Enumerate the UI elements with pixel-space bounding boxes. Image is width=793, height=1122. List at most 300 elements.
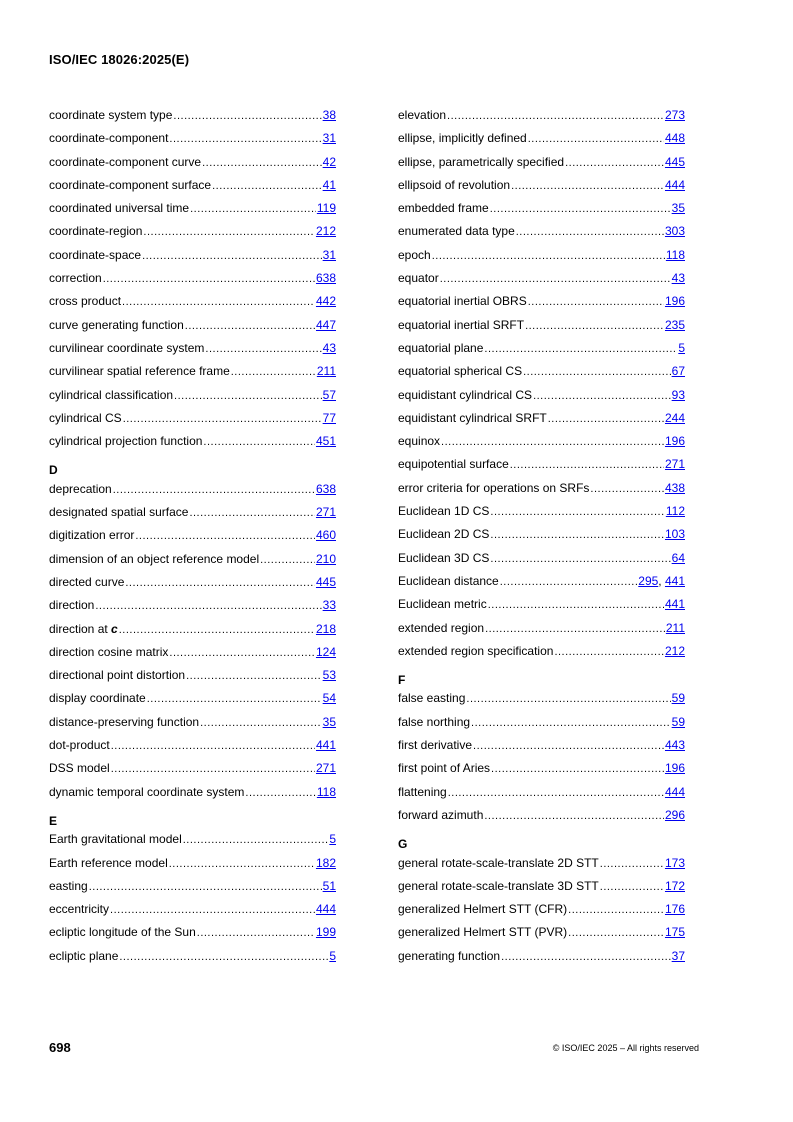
page-link[interactable]: 441 [664,573,685,588]
page-link[interactable]: 118 [665,247,685,262]
page-link[interactable]: 93 [671,387,685,402]
dot-leader [565,155,664,169]
page-references [665,597,685,611]
page-references [323,388,336,402]
page-references [672,364,685,378]
dot-leader [169,856,315,870]
page-references [316,856,336,870]
page-link[interactable]: 442 [315,294,336,309]
index-entry [49,879,336,902]
page-link[interactable]: 77 [322,410,336,425]
index-term: deprecation [49,481,112,496]
page-references [665,527,685,541]
dot-leader [568,902,664,916]
index-entry [49,434,336,457]
copyright-notice: © ISO/IEC 2025 – All rights reserved [552,1043,699,1053]
dot-leader [111,738,315,752]
page-references [317,785,336,799]
index-entry [398,808,685,831]
dot-leader [491,761,664,775]
dot-leader [516,224,664,238]
index-term: equatorial inertial OBRS [398,294,527,309]
index-term: cylindrical projection function [49,434,203,449]
dot-leader [488,597,664,611]
page-link[interactable]: 33 [322,598,336,613]
page-references [316,528,336,542]
page-references [665,178,685,192]
index-section-heading: G [398,836,408,851]
page-link[interactable]: 173 [664,855,685,870]
dot-leader [484,341,677,355]
dot-leader [212,178,322,192]
index-term: Euclidean distance [398,573,499,588]
page-references [323,879,336,893]
page-link[interactable]: 54 [322,691,336,706]
page-link[interactable]: 118 [316,784,336,799]
page-references [672,201,685,215]
page-link[interactable]: 441 [664,597,685,612]
index-section-heading: F [398,672,406,687]
page-link[interactable]: 57 [322,387,336,402]
page-link[interactable]: 210 [315,551,336,566]
dot-leader [111,761,315,775]
dot-leader [95,598,321,612]
index-term: epoch [398,247,431,262]
dot-leader [174,388,322,402]
index-term: Earth gravitational model [49,832,182,847]
page-link[interactable]: 43 [671,271,685,286]
dot-leader [113,482,315,496]
dot-leader [466,691,670,705]
dot-leader [490,201,671,215]
page-link[interactable]: 43 [322,340,336,355]
index-entry [398,715,685,738]
page-references [665,785,685,799]
page-link[interactable]: 5 [329,948,336,963]
index-term: ellipse, implicitly defined [398,131,527,146]
dot-leader [484,808,664,822]
page-link[interactable]: 235 [664,317,685,332]
dot-leader [590,481,664,495]
index-entry [398,271,685,294]
index-entry [49,271,336,294]
index-term: eccentricity [49,902,110,917]
index-entry [398,574,685,597]
page-references [329,832,336,846]
dot-leader [245,785,315,799]
index-entry [49,248,336,271]
dot-leader [440,271,671,285]
index-entry [49,785,336,808]
index-entry [398,738,685,761]
page-link[interactable]: 199 [315,925,336,940]
page-references [665,761,685,775]
index-entry [49,761,336,784]
index-entry [49,902,336,925]
dot-leader [119,949,328,963]
page-link[interactable]: 451 [315,434,336,449]
page-references [316,505,336,519]
page-references [666,504,685,518]
page-link[interactable]: 176 [664,902,685,917]
dot-leader [135,528,315,542]
dot-leader [169,131,321,145]
dot-leader [186,668,322,682]
index-entry [49,528,336,551]
index-entry [49,388,336,411]
dot-leader [473,738,664,752]
page-references [316,761,336,775]
page-link[interactable]: 196 [664,294,685,309]
dot-leader [528,294,664,308]
dot-leader [122,294,315,308]
index-term: Euclidean 2D CS [398,527,490,542]
dot-leader [173,108,321,122]
dot-leader [103,271,315,285]
page-link[interactable]: 212 [664,643,685,658]
page-references [316,224,336,238]
page-link[interactable]: 443 [664,738,685,753]
dot-leader [485,621,665,635]
page-link[interactable]: 244 [664,410,685,425]
page-references [665,411,685,425]
page-link[interactable]: 67 [671,364,685,379]
page-references [316,575,336,589]
index-term: generalized Helmert STT (PVR) [398,925,568,940]
index-term: first point of Aries [398,761,491,776]
index-entry [398,621,685,644]
page-link[interactable]: 175 [664,925,685,940]
index-section-heading: D [49,463,58,478]
page-link[interactable]: 172 [664,878,685,893]
page-link[interactable]: 35 [671,201,685,216]
page-references [316,434,336,448]
page-references [323,248,336,262]
dot-leader [125,575,315,589]
dot-leader [510,457,664,471]
dot-leader [548,411,664,425]
index-term: equidistant cylindrical SRFT [398,410,547,425]
index-term: equatorial plane [398,340,484,355]
page-references [665,318,685,332]
index-entry [49,131,336,154]
page-references [665,131,685,145]
index-term-italic: c [111,621,118,636]
index-term: Euclidean metric [398,597,487,612]
page-references [665,856,685,870]
index-term: false northing [398,714,471,729]
page-link[interactable]: 441 [315,738,336,753]
page-references [316,294,336,308]
index-column-right [398,108,685,972]
page-link[interactable]: 273 [664,108,685,122]
index-entry [398,294,685,317]
page-link[interactable]: 271 [315,505,336,520]
page-references [665,902,685,916]
index-term: false easting [398,691,466,706]
page-references [665,808,685,822]
index-entry [398,108,685,131]
index-entry [49,738,336,761]
index-entry [398,785,685,808]
page-references [665,457,685,471]
page-references [665,644,685,658]
dot-leader [202,155,322,169]
index-term: general rotate-scale-translate 3D STT [398,878,599,893]
index-term: designated spatial surface [49,505,189,520]
index-entry [398,949,685,972]
page-link[interactable]: 460 [315,528,336,543]
page-references [316,318,336,332]
index-entry [398,341,685,364]
page-link[interactable]: 37 [671,948,685,963]
page-link[interactable]: 447 [315,317,336,332]
page-references [329,949,336,963]
index-term: first derivative [398,738,473,753]
page-link[interactable]: 64 [671,550,685,565]
index-term: direction at c [49,621,118,636]
dot-leader [600,856,664,870]
dot-leader [169,645,315,659]
page-link[interactable]: 296 [664,807,685,822]
dot-leader [205,341,321,355]
index-entry [49,715,336,738]
index-entry [398,131,685,154]
page-references [316,552,336,566]
page-references [323,178,336,192]
page-link[interactable]: 53 [322,668,336,683]
page-link[interactable]: 295 [638,573,659,588]
page-references [323,598,336,612]
page-references [672,715,685,729]
page-link[interactable]: 303 [664,224,685,239]
dot-leader [203,434,315,448]
dot-leader [185,318,315,332]
page-link[interactable]: 444 [315,902,336,917]
index-entry [398,248,685,271]
page-number: 698 [49,1040,71,1055]
index-term: extended region [398,620,485,635]
dot-leader [190,201,316,215]
index-entry [398,434,685,457]
dot-leader [490,551,670,565]
dot-leader [523,364,671,378]
index-term: coordinate-space [49,247,142,262]
page-references [672,388,685,402]
dot-leader [432,248,665,262]
page-link[interactable]: 196 [664,434,685,449]
index-term: general rotate-scale-translate 2D STT [398,855,599,870]
index-entry [49,832,336,855]
index-entry [49,155,336,178]
page-references [323,131,336,145]
index-term: equinox [398,434,441,449]
index-term: Euclidean 1D CS [398,504,490,519]
index-term: generalized Helmert STT (CFR) [398,902,568,917]
dot-leader [447,108,664,122]
page-link[interactable]: 51 [322,878,336,893]
page-link[interactable]: 59 [671,714,685,729]
index-entry [49,622,336,645]
dot-leader [143,224,315,238]
index-term: cylindrical CS [49,410,122,425]
dot-leader [123,411,322,425]
index-entry [398,481,685,504]
index-term: ellipse, parametrically specified [398,154,565,169]
page-link[interactable]: 124 [315,644,336,659]
page-references [665,481,685,495]
page-references [672,551,685,565]
page-link[interactable]: 445 [664,154,685,169]
dot-leader [528,131,664,145]
page-link[interactable]: 103 [664,527,685,542]
page-link[interactable]: 211 [316,364,336,379]
index-entry [49,668,336,691]
dot-leader [471,715,671,729]
index-entry [49,482,336,505]
page-link[interactable]: 196 [664,761,685,776]
page-references [665,155,685,169]
page-references [323,411,336,425]
index-entry [49,201,336,224]
dot-leader [533,388,671,402]
index-term: equatorial inertial SRFT [398,317,525,332]
page-link[interactable]: 444 [664,784,685,799]
page-link[interactable]: 119 [316,201,336,216]
page-link[interactable]: 271 [315,761,336,776]
index-term: forward azimuth [398,807,484,822]
index-term: direction [49,598,95,613]
index-entry [398,201,685,224]
index-entry [49,224,336,247]
dot-leader [183,832,329,846]
dot-leader [511,178,664,192]
index-term: equidistant cylindrical CS [398,387,533,402]
index-entry [398,551,685,574]
page-link[interactable]: 31 [322,247,336,262]
dot-leader [260,552,315,566]
index-term: coordinate-component [49,131,169,146]
index-term: embedded frame [398,201,489,216]
dot-leader [189,505,315,519]
page-references [665,879,685,893]
page-link[interactable]: 445 [315,574,336,589]
page-references [316,271,336,285]
dot-leader [448,785,664,799]
page-link[interactable]: 42 [322,154,336,169]
index-term: direction cosine matrix [49,644,169,659]
page-link[interactable]: 271 [664,457,685,472]
index-term: directed curve [49,574,125,589]
page-link[interactable]: 211 [665,620,685,635]
page-link[interactable]: 5 [678,340,685,355]
dot-leader [231,364,316,378]
index-entry [49,411,336,434]
index-term: cylindrical classification [49,387,174,402]
index-term: ecliptic plane [49,948,119,963]
index-term: equipotential surface [398,457,509,472]
dot-leader [89,879,322,893]
dot-leader [568,925,664,939]
page-link[interactable]: 448 [664,131,685,146]
dot-leader [500,574,638,588]
dot-leader [554,644,664,658]
index-term: curvilinear coordinate system [49,340,205,355]
index-entry [49,178,336,201]
index-term: curvilinear spatial reference frame [49,364,230,379]
page-references [316,622,336,636]
index-term: enumerated data type [398,224,515,239]
index-entry [398,597,685,620]
page-references [665,434,685,448]
index-entry [49,645,336,668]
index-term: curve generating function [49,317,184,332]
index-entry [398,527,685,550]
page-link[interactable]: 218 [315,621,336,636]
page-references [323,668,336,682]
page-link[interactable]: 638 [315,481,336,496]
dot-leader [490,527,664,541]
index-entry [398,879,685,902]
page-references [666,248,685,262]
page-link[interactable]: 444 [664,177,685,192]
dot-leader [119,622,315,636]
index-term: cross product [49,294,122,309]
index-term: dot-product [49,738,110,753]
index-entry [398,411,685,434]
index-entry [49,575,336,598]
dot-leader [501,949,671,963]
page-references [323,108,336,122]
index-term: display coordinate [49,691,146,706]
page-link[interactable]: 38 [322,108,336,122]
index-column-left [49,108,336,972]
index-entry [49,925,336,948]
index-entry [398,504,685,527]
page-link[interactable]: 35 [322,714,336,729]
page-link[interactable]: 5 [329,832,336,847]
index-term: flattening [398,784,447,799]
page-references [316,902,336,916]
page-references [665,925,685,939]
index-entry [398,178,685,201]
page-link[interactable]: 59 [671,691,685,706]
page-link[interactable]: 31 [322,131,336,146]
page-link[interactable]: 438 [664,480,685,495]
index-entry [49,691,336,714]
dot-leader [147,691,322,705]
page-link[interactable]: 182 [315,855,336,870]
page-link[interactable]: 212 [315,224,336,239]
page-references: 295, 441 [638,573,685,588]
index-entry [49,318,336,341]
index-entry [398,224,685,247]
index-term: directional point distortion [49,668,186,683]
dot-leader [441,434,664,448]
index-entry [398,644,685,667]
page-references [317,201,336,215]
index-term: distance-preserving function [49,714,200,729]
page-link[interactable]: 112 [665,504,685,519]
page-link[interactable]: 638 [315,271,336,286]
index-entry [398,902,685,925]
index-entry [398,761,685,784]
index-entry [398,925,685,948]
index-term: coordinate-component curve [49,154,202,169]
page-references [665,108,685,122]
page-references [316,482,336,496]
page-link[interactable]: 41 [322,177,336,192]
